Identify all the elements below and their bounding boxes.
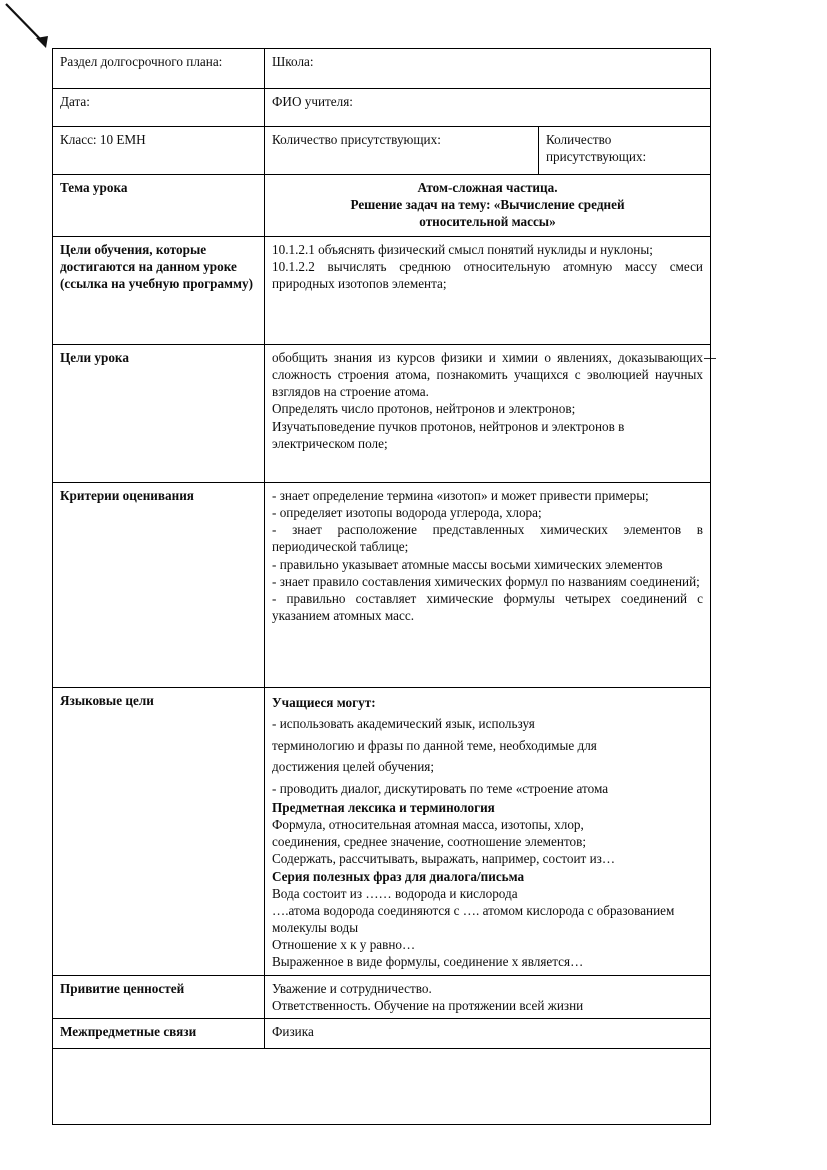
students-can-heading: Учащиеся могут: — [272, 695, 376, 710]
topic-value-cell — [265, 175, 711, 237]
absent-count-cell — [539, 127, 711, 175]
topic-row-label — [53, 175, 265, 237]
interdisciplinary-value-text: Физика — [272, 1024, 314, 1040]
long-term-plan-section-cell — [53, 49, 265, 89]
table-row-language-objectives — [53, 688, 711, 976]
date-cell — [53, 89, 265, 127]
assessment-criteria-row-label — [53, 483, 265, 688]
values-label-text: Привитие ценностей — [60, 981, 185, 996]
value-item: Ответственность. Обучение на протяжении всей жизни — [272, 998, 584, 1014]
assessment-criterion-item: - знает расположение представленных химических элементов в периодической таблице; — [272, 522, 703, 555]
topic-label-text: Тема урока — [60, 180, 128, 195]
present-count-label: Количество присутствующих: — [272, 132, 441, 147]
empty-row-cell — [53, 1049, 711, 1125]
values-value-cell — [265, 976, 711, 1019]
long-term-plan-section-label: Раздел долгосрочного плана: — [60, 54, 223, 69]
interdisciplinary-label-text: Межпредметные связи — [60, 1024, 197, 1040]
language-objectives-value-cell — [265, 688, 711, 976]
lesson-objectives-value-cell — [265, 345, 711, 483]
language-objectives-label-text: Языковые цели — [60, 693, 154, 708]
learning-objective-item: 10.1.2.2 вычислять среднюю относительную атомную массу смеси природных изотопов элемента; — [272, 259, 703, 292]
assessment-criteria-label-text: Критерии оценивания — [60, 488, 194, 503]
interdisciplinary-value-cell — [265, 1019, 711, 1049]
present-count-cell — [265, 127, 539, 175]
lesson-objectives-row-label — [53, 345, 265, 483]
absent-count-label: Количество присутствующих: — [546, 132, 647, 165]
assessment-criterion-item: - определяет изотопы водорода углерода, хлора; — [272, 505, 542, 521]
table-row-lesson-objectives — [53, 345, 711, 483]
table-row-class — [53, 127, 711, 175]
students-can-item: - проводить диалог, дискутировать по теме «строение атома — [272, 780, 609, 796]
class-label: Класс: 10 ЕМН — [60, 132, 146, 147]
lesson-objective-item: Определять число протонов, нейтронов и электронов; — [272, 401, 576, 417]
learning-objectives-label-text: Цели обучения, которые достигаются на данном уроке (ссылка на учебную программу) — [60, 242, 254, 292]
lesson-objective-item: обобщить знания из курсов физики и химии о явлениях, доказывающих сложность строения атома, познакомить учащихся с эволюцией научных взглядов на строение атома. — [272, 350, 703, 400]
vocabulary-heading: Предметная лексика и терминология — [272, 799, 495, 815]
school-cell — [265, 49, 711, 89]
assessment-criterion-item: - знает правило составления химических формул по названиям соединений; — [272, 573, 700, 589]
table-row-values — [53, 976, 711, 1019]
useful-phrases-heading: Серия полезных фраз для диалога/письма — [272, 868, 525, 884]
students-can-item: достижения целей обучения; — [272, 759, 434, 775]
learning-objective-item: 10.1.2.1 объяснять физический смысл понятий нуклиды и нуклоны; — [272, 242, 653, 257]
values-row-label — [53, 976, 265, 1019]
students-can-item: - использовать академический язык, используя — [272, 716, 535, 732]
interdisciplinary-row-label — [53, 1019, 265, 1049]
table-row-date — [53, 89, 711, 127]
learning-objectives-row-label — [53, 237, 265, 345]
useful-phrase-item: Выраженное в виде формулы, соединение х является… — [272, 954, 584, 970]
learning-objectives-value-cell — [265, 237, 711, 345]
assessment-criteria-value-cell — [265, 483, 711, 688]
table-row-topic — [53, 175, 711, 237]
table-row-section — [53, 49, 711, 89]
useful-phrase-item: Отношение х к у равно… — [272, 937, 416, 953]
assessment-criterion-item: - знает определение термина «изотоп» и может привести примеры; — [272, 488, 649, 503]
language-objectives-row-label — [53, 688, 265, 976]
teacher-name-cell — [265, 89, 711, 127]
school-label: Школа: — [272, 54, 314, 69]
assessment-criterion-item: - правильно указывает атомные массы восьми химических элементов — [272, 556, 663, 572]
students-can-item: терминологию и фразы по данной теме, необходимые для — [272, 737, 597, 753]
lesson-objective-item: Изучатьповедение пучков протонов, нейтронов и электронов в электрическом поле; — [272, 418, 625, 451]
table-row-interdisciplinary — [53, 1019, 711, 1049]
topic-line-2: Решение задач на тему: «Вычисление средней — [350, 197, 625, 213]
vocabulary-item: Содержать, рассчитывать, выражать, например, состоит из… — [272, 851, 616, 867]
value-item: Уважение и сотрудничество. — [272, 981, 432, 996]
table-row-learning-objectives — [53, 237, 711, 345]
date-label: Дата: — [60, 94, 90, 109]
assessment-criterion-item: - правильно составляет химические формулы четырех соединений с указанием атомных масс. — [272, 590, 703, 624]
useful-phrase-item: Вода состоит из …… водорода и кислорода — [272, 885, 518, 901]
class-cell — [53, 127, 265, 175]
lesson-plan-table — [52, 48, 711, 1125]
vocabulary-item: Формула, относительная атомная масса, изотопы, хлор, — [272, 817, 584, 833]
table-row-empty — [53, 1049, 711, 1125]
lesson-objectives-label-text: Цели урока — [60, 350, 129, 365]
useful-phrase-item: ….атома водорода соединяются с …. атомом кислорода с образованием молекулы воды — [272, 902, 675, 935]
topic-line-1: Атом-сложная частица. — [417, 180, 558, 195]
topic-line-3: относительной массы» — [419, 214, 556, 230]
table-row-assessment-criteria — [53, 483, 711, 688]
teacher-name-label: ФИО учителя: — [272, 94, 353, 109]
vocabulary-item: соединения, среднее значение, соотношение элементов; — [272, 834, 587, 850]
